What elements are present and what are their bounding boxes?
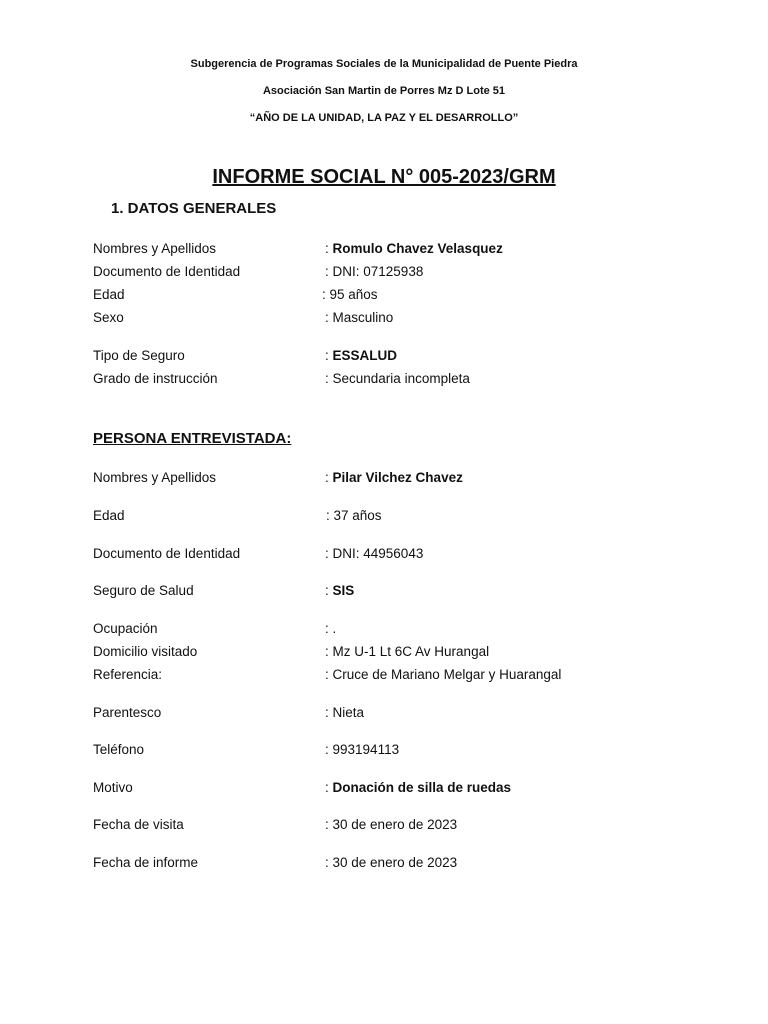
field-row-nombres	[93, 241, 713, 261]
field-value	[325, 667, 561, 682]
field-label: Grado de instrucción	[93, 371, 218, 386]
field-colon: :	[325, 241, 333, 256]
field-row-sexo	[93, 310, 713, 330]
field-value-text: Masculino	[332, 310, 394, 325]
field-row-persona-domicilio	[93, 644, 713, 664]
field-value-text: Secundaria incompleta	[332, 371, 470, 386]
field-label: Fecha de visita	[93, 817, 184, 832]
field-value	[325, 855, 457, 870]
field-row-persona-referencia	[93, 667, 713, 687]
field-row-edad	[93, 287, 713, 307]
field-value	[325, 371, 470, 386]
field-value-text: 993194113	[332, 742, 400, 757]
field-label: Edad	[93, 287, 125, 302]
field-row-persona-documento	[93, 546, 713, 566]
field-colon: :	[325, 742, 333, 757]
field-row-persona-motivo	[93, 780, 713, 800]
section-heading-persona-entrevistada: PERSONA ENTREVISTADA:	[93, 430, 292, 447]
field-value	[325, 348, 397, 363]
field-value-text: Donación de silla de ruedas	[332, 780, 512, 795]
report-title: INFORME SOCIAL N° 005-2023/GRM	[212, 166, 556, 188]
field-value	[325, 742, 399, 757]
field-value	[325, 780, 511, 795]
field-colon: :	[325, 780, 333, 795]
field-label: Documento de Identidad	[93, 264, 241, 279]
field-value	[322, 287, 378, 302]
field-label: Parentesco	[93, 705, 162, 720]
field-row-tipo-seguro	[93, 348, 713, 368]
field-value	[325, 470, 463, 485]
field-row-persona-telefono	[93, 742, 713, 762]
field-colon: :	[325, 264, 333, 279]
field-colon: :	[325, 705, 333, 720]
field-colon: :	[326, 508, 334, 523]
field-value-text: DNI: 44956043	[332, 546, 424, 561]
section-heading-datos-generales: 1. DATOS GENERALES	[111, 200, 277, 217]
field-value	[325, 817, 457, 832]
field-colon: :	[325, 371, 333, 386]
field-value	[325, 705, 364, 720]
field-label: Ocupación	[93, 621, 158, 636]
field-label: Fecha de informe	[93, 855, 199, 870]
field-row-persona-fecha-informe	[93, 855, 713, 875]
field-value	[325, 621, 336, 636]
field-row-persona-fecha-visita	[93, 817, 713, 837]
field-colon: :	[325, 310, 333, 325]
field-label: Seguro de Salud	[93, 583, 194, 598]
field-colon: :	[325, 546, 333, 561]
field-row-documento	[93, 264, 713, 284]
field-colon: :	[325, 470, 333, 485]
field-colon: :	[325, 667, 333, 682]
header-line-municipality: Subgerencia de Programas Sociales de la Municipalidad de Puente Piedra	[190, 58, 578, 70]
field-label: Tipo de Seguro	[93, 348, 185, 363]
field-value	[325, 264, 423, 279]
field-value	[326, 508, 382, 523]
field-colon: :	[322, 287, 330, 302]
field-label: Nombres y Apellidos	[93, 241, 217, 256]
field-value-text: 30 de enero de 2023	[332, 817, 458, 832]
field-row-persona-parentesco	[93, 705, 713, 725]
field-value-text: SIS	[332, 583, 355, 598]
field-colon: :	[325, 855, 333, 870]
field-row-grado-instruccion	[93, 371, 713, 391]
field-value-text: Mz U-1 Lt 6C Av Hurangal	[332, 644, 490, 659]
field-value-text: Cruce de Mariano Melgar y Huarangal	[332, 667, 562, 682]
field-label: Documento de Identidad	[93, 546, 241, 561]
field-row-persona-ocupacion	[93, 621, 713, 641]
field-value-text: Nieta	[332, 705, 365, 720]
field-colon: :	[325, 621, 333, 636]
field-value	[325, 310, 393, 325]
field-value-text: ESSALUD	[332, 348, 398, 363]
field-value	[325, 546, 423, 561]
field-label: Edad	[93, 508, 125, 523]
field-colon: :	[325, 644, 333, 659]
field-colon: :	[325, 583, 333, 598]
field-value-text: Pilar Vilchez Chavez	[332, 470, 463, 485]
field-value	[325, 241, 503, 256]
field-value-text: 30 de enero de 2023	[332, 855, 458, 870]
field-label: Nombres y Apellidos	[93, 470, 217, 485]
field-value	[325, 583, 354, 598]
field-label: Domicilio visitado	[93, 644, 198, 659]
field-colon: :	[325, 817, 333, 832]
field-value-text: 37 años	[333, 508, 382, 523]
field-label: Sexo	[93, 310, 124, 325]
field-label: Motivo	[93, 780, 133, 795]
header-line-association: Asociación San Martin de Porres Mz D Lote 51	[262, 85, 506, 97]
field-label: Referencia:	[93, 667, 163, 682]
field-colon: :	[325, 348, 333, 363]
field-row-persona-nombres	[93, 470, 713, 490]
field-label: Teléfono	[93, 742, 145, 757]
field-value-text: Romulo Chavez Velasquez	[332, 241, 503, 256]
header-line-year-motto: “AÑO DE LA UNIDAD, LA PAZ Y EL DESARROLLO”	[249, 112, 519, 124]
field-value-text: .	[332, 621, 337, 636]
field-value-text: 95 años	[329, 287, 378, 302]
field-value-text: DNI: 07125938	[332, 264, 424, 279]
field-row-persona-edad	[93, 508, 713, 528]
field-row-persona-seguro	[93, 583, 713, 603]
field-value	[325, 644, 489, 659]
